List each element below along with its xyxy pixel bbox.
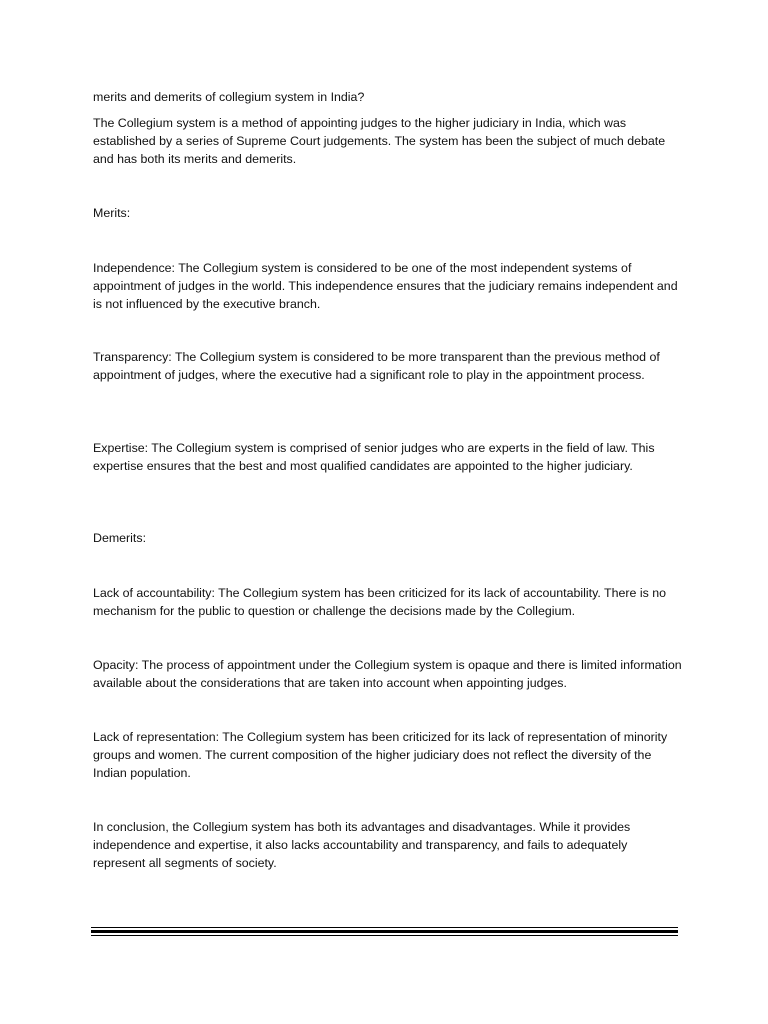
demerit-representation-paragraph: Lack of representation: The Collegium system has been criticized for its lack of representation of minority groups and women. The current composition of the higher judiciary does not reflect the diversity of the Indian population.	[93, 730, 668, 780]
footer-rule-thin-line	[91, 927, 678, 928]
demerits-heading: Demerits:	[93, 531, 147, 545]
demerit-accountability-paragraph: Lack of accountability: The Collegium system has been criticized for its lack of accountability. There is no mechanism for the public to question or challenge the decisions made by the Collegium.	[93, 586, 666, 618]
conclusion-paragraph: In conclusion, the Collegium system has both its advantages and disadvantages. While it provides independence and expertise, it also lacks accountability and transparency, and fails to adequately represent all segments of society.	[93, 820, 631, 870]
question-title: merits and demerits of collegium system in India?	[93, 90, 365, 104]
merits-heading: Merits:	[93, 206, 131, 220]
demerit-opacity-paragraph: Opacity: The process of appointment under the Collegium system is opaque and there is limited information available about the considerations that are taken into account when appointing judges.	[93, 658, 682, 690]
intro-paragraph: The Collegium system is a method of appointing judges to the higher judiciary in India, which was established by a series of Supreme Court judgements. The system has been the subject of much debate and has both its merits and demerits.	[93, 116, 666, 166]
footer-rule	[91, 927, 678, 936]
footer-rule-thin-line	[91, 935, 678, 936]
footer-rule-thick-line	[91, 930, 678, 933]
merit-transparency-paragraph: Transparency: The Collegium system is considered to be more transparent than the previous method of appointment of judges, where the executive had a significant role to play in the appointment process.	[93, 350, 660, 382]
merit-independence-paragraph: Independence: The Collegium system is considered to be one of the most independent systems of appointment of judges in the world. This independence ensures that the judiciary remains independent and is not influenced by the executive branch.	[93, 261, 678, 311]
merit-expertise-paragraph: Expertise: The Collegium system is comprised of senior judges who are experts in the field of law. This expertise ensures that the best and most qualified candidates are appointed to the higher judiciary.	[93, 441, 655, 473]
